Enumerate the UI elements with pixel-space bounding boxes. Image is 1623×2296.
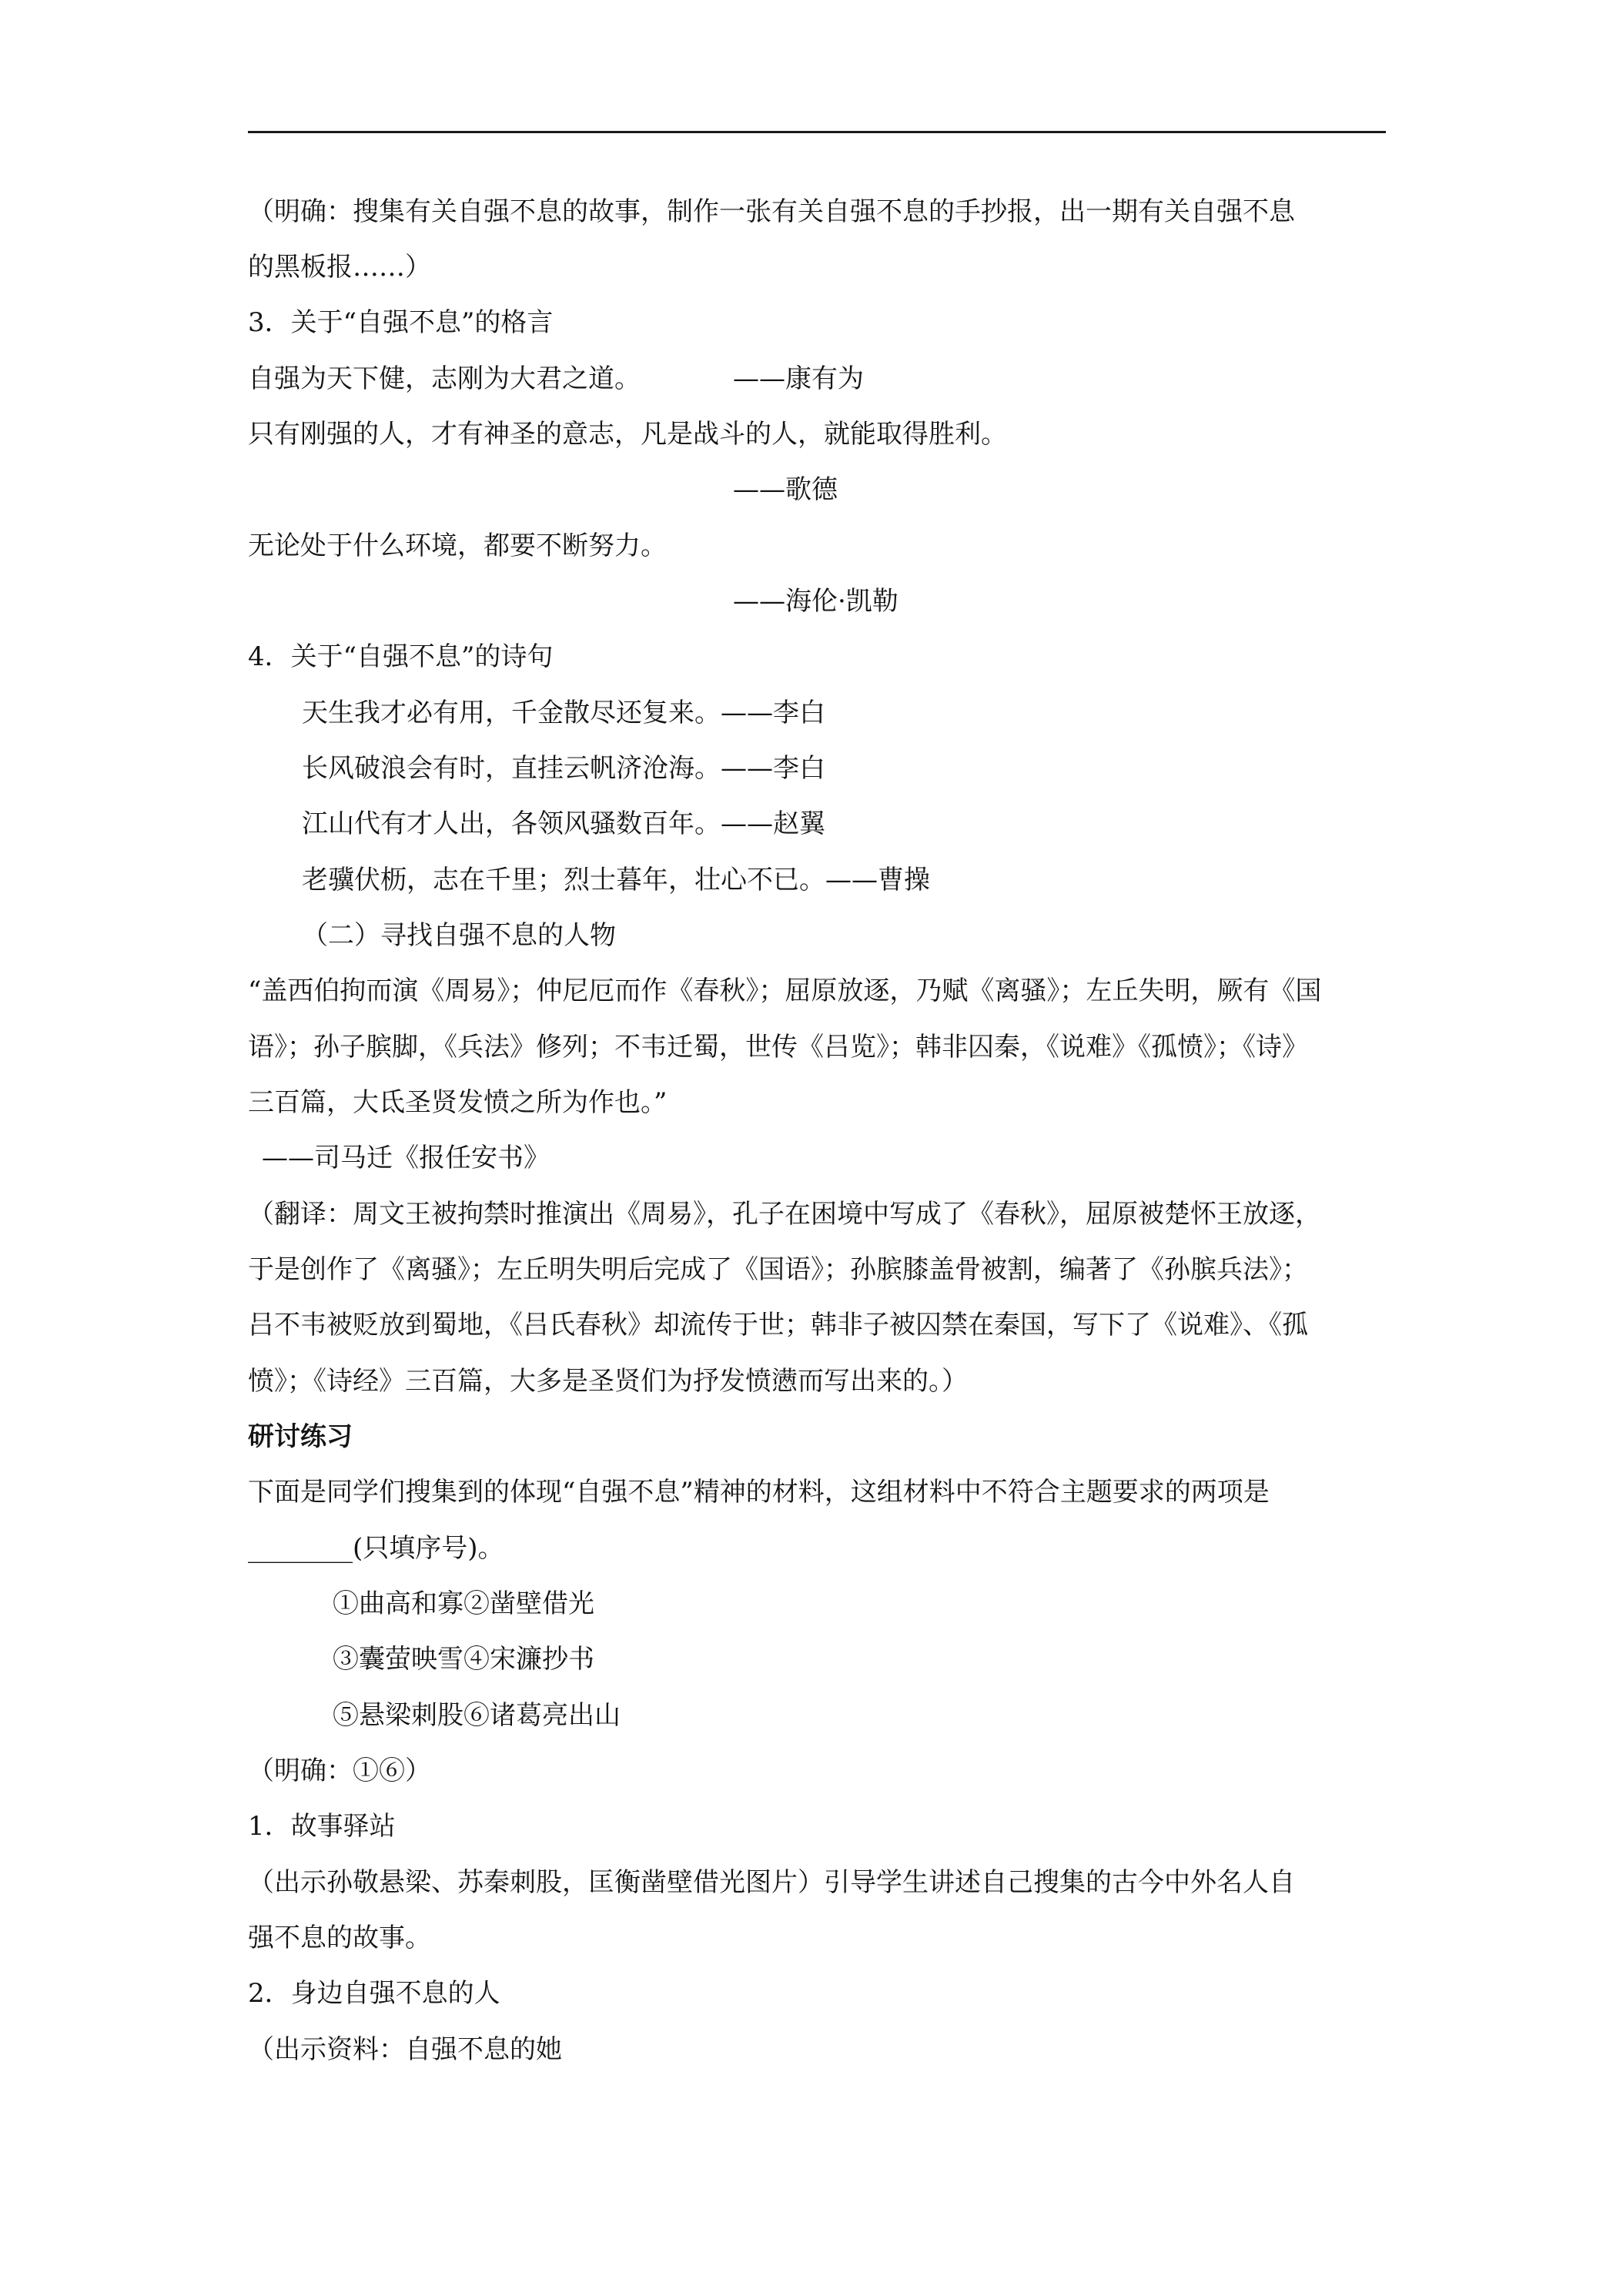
text-line: （出示孙敬悬梁、苏秦刺股，匡衡凿壁借光图片）引导学生讲述自己搜集的古今中外名人自 xyxy=(248,1867,1295,1898)
option-line: ③囊萤映雪④宋濂抄书 xyxy=(333,1644,594,1675)
quote-attribution: ——康有为 xyxy=(733,363,864,394)
text-line: 三百篇，大氐圣贤发愤之所为作也。” xyxy=(248,1087,668,1118)
answer-line: （明确：①⑥） xyxy=(248,1755,431,1786)
quote-attribution: ——海伦·凯勒 xyxy=(733,586,899,617)
section-heading: 1．故事驿站 xyxy=(248,1811,396,1842)
quote-line: 自强为天下健，志刚为大君之道。 xyxy=(248,363,641,394)
text-line: 于是创作了《离骚》；左丘明失明后完成了《国语》；孙膑膝盖骨被割，编著了《孙膑兵法》； xyxy=(248,1254,1308,1285)
text-line: 下面是同学们搜集到的体现“自强不息”精神的材料，这组材料中不符合主题要求的两项是 xyxy=(248,1477,1270,1508)
quote-line: 只有刚强的人，才有神圣的意志，凡是战斗的人，就能取得胜利。 xyxy=(248,419,1007,450)
text-line: 的黑板报……） xyxy=(248,252,431,283)
section-heading: （二）寻找自强不息的人物 xyxy=(302,920,616,951)
text-line: 愤》；《诗经》三百篇，大多是圣贤们为抒发愤懑而写出来的。） xyxy=(248,1366,968,1397)
text-line: “盖西伯拘而演《周易》；仲尼厄而作《春秋》；屈原放逐，乃赋《离骚》；左丘失明，厥有《国 xyxy=(248,976,1322,1006)
quote-attribution: ——歌德 xyxy=(733,474,838,505)
header-rule xyxy=(248,131,1386,133)
poem-line: 天生我才必有用，千金散尽还复来。——李白 xyxy=(302,698,825,728)
text-line: （明确：搜集有关自强不息的故事，制作一张有关自强不息的手抄报，出一期有关自强不息 xyxy=(248,196,1295,227)
text-line: ________(只填序号)。 xyxy=(248,1533,504,1564)
text-line: （翻译：周文王被拘禁时推演出《周易》，孔子在困境中写成了《春秋》，屈原被楚怀王放逐， xyxy=(248,1199,1321,1230)
poem-line: 长风破浪会有时，直挂云帆济沧海。——李白 xyxy=(302,753,825,784)
text-line: （出示资料：自强不息的她 xyxy=(248,2034,562,2065)
option-line: ①曲高和寡②凿壁借光 xyxy=(333,1588,594,1619)
section-heading: 4．关于“自强不息”的诗句 xyxy=(248,641,554,672)
poem-line: 江山代有才人出，各领风骚数百年。——赵翼 xyxy=(302,808,825,839)
text-line: 语》；孙子膑脚，《兵法》修列；不韦迁蜀，世传《吕览》；韩非囚秦，《说难》《孤愤》；《诗》 xyxy=(248,1032,1308,1063)
section-heading: 3．关于“自强不息”的格言 xyxy=(248,307,554,338)
quote-attribution: ——司马迁《报任安书》 xyxy=(262,1143,550,1173)
option-line: ⑤悬梁刺股⑥诸葛亮出山 xyxy=(333,1700,621,1731)
section-heading: 2．身边自强不息的人 xyxy=(248,1978,500,2009)
text-line: 吕不韦被贬放到蜀地，《吕氏春秋》却流传于世；韩非子被囚禁在秦国，写下了《说难》、《孤 xyxy=(248,1310,1308,1340)
exercise-heading: 研讨练习 xyxy=(248,1421,353,1452)
quote-line: 无论处于什么环境，都要不断努力。 xyxy=(248,530,667,561)
poem-line: 老骥伏枥，志在千里；烈士暮年，壮心不已。——曹操 xyxy=(302,865,930,895)
text-line: 强不息的故事。 xyxy=(248,1923,431,1953)
